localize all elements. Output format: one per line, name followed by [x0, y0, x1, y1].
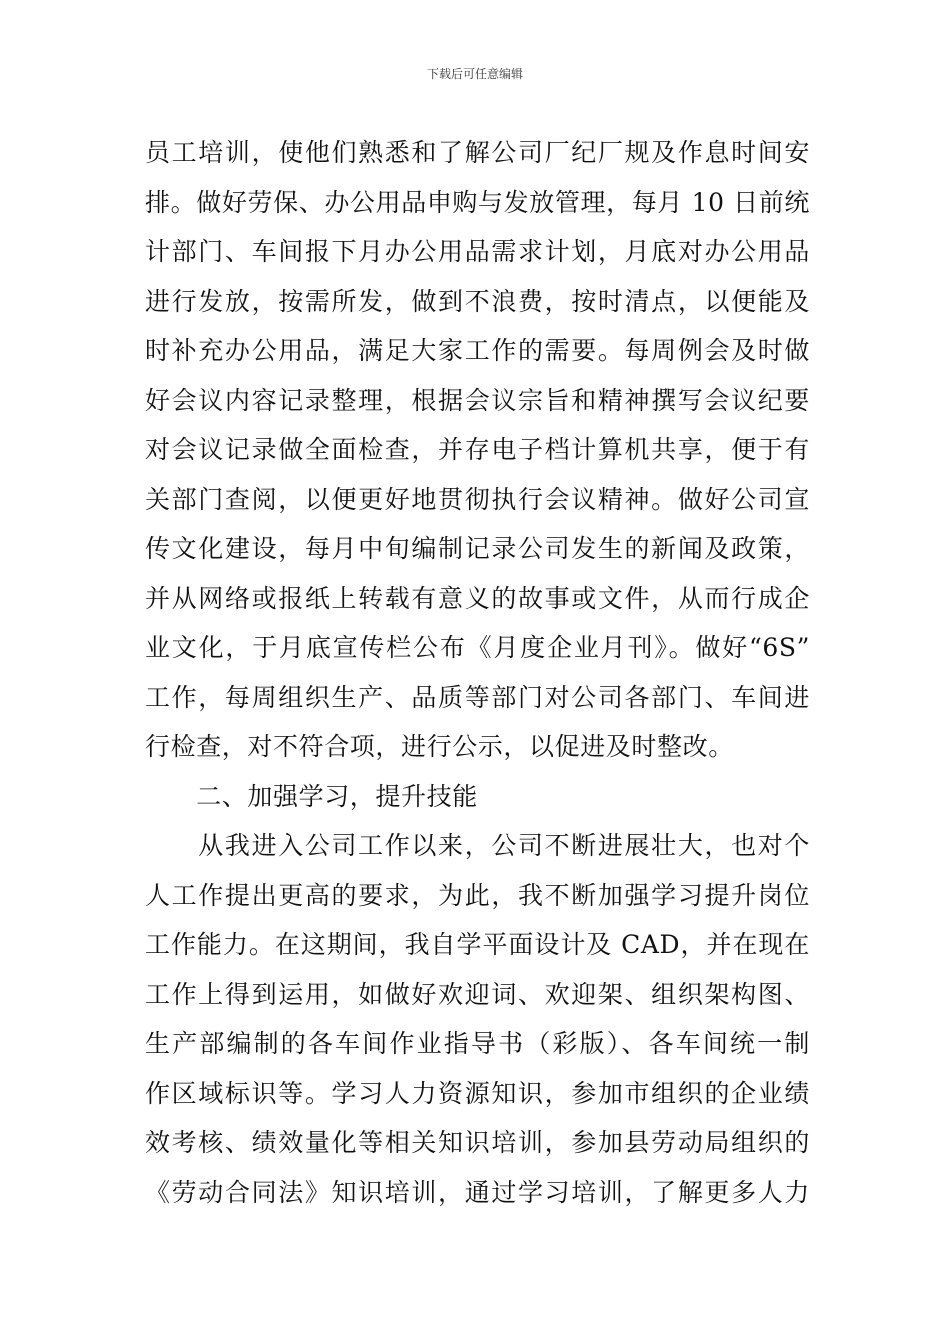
- document-body: [145, 128, 810, 1217]
- body-line: 计部门、车间报下月办公用品需求计划，月底对办公用品: [145, 237, 810, 266]
- body-line: 人工作提出更高的要求，为此，我不断加强学习提升岗位: [145, 880, 810, 910]
- body-line: 业文化，于月底宣传栏公布《月度企业月刊》。做好“6S”: [145, 633, 810, 662]
- body-line: 效考核、绩效量化等相关知识培训，参加县劳动局组织的: [145, 1128, 810, 1157]
- body-line: 工作，每周组织生产、品质等部门对公司各部门、车间进: [145, 682, 810, 712]
- body-line: 作区域标识等。学习人力资源知识，参加市组织的企业绩: [145, 1078, 810, 1108]
- body-line: 关部门查阅，以便更好地贯彻执行会议精神。做好公司宣: [145, 484, 810, 514]
- body-line: 时补充办公用品，满足大家工作的需要。每周例会及时做: [145, 336, 810, 365]
- body-line: 生产部编制的各车间作业指导书（彩版）、各车间统一制: [145, 1029, 810, 1058]
- page-header: 下载后可任意编辑: [426, 67, 523, 81]
- body-line: 好会议内容记录整理，根据会议宗旨和精神撰写会议纪要: [145, 385, 810, 415]
- body-line: 工作能力。在这期间，我自学平面设计及 CAD，并在现在: [145, 930, 810, 959]
- body-line: 员工培训，使他们熟悉和了解公司厂纪厂规及作息时间安: [145, 138, 810, 167]
- body-line: 对会议记录做全面检查，并存电子档计算机共享，便于有: [145, 435, 810, 464]
- body-line: 排。做好劳保、办公用品申购与发放管理，每月 10 日前统: [145, 187, 810, 217]
- body-line: 工作上得到运用，如做好欢迎词、欢迎架、组织架构图、: [145, 979, 810, 1009]
- body-line: 从我进入公司工作以来，公司不断进展壮大，也对个: [145, 831, 810, 860]
- section-heading: 二、加强学习，提升技能: [145, 781, 478, 811]
- body-line: 并从网络或报纸上转载有意义的故事或文件，从而行成企: [145, 583, 810, 613]
- body-line: 进行发放，按需所发，做到不浪费，按时清点，以便能及: [145, 286, 810, 316]
- body-line-paragraph-end: 行检查，对不符合项，进行公示，以促进及时整改。: [145, 732, 734, 761]
- body-line: 《劳动合同法》知识培训，通过学习培训，了解更多人力: [145, 1177, 810, 1207]
- body-line: 传文化建设，每月中旬编制记录公司发生的新闻及政策，: [145, 534, 810, 563]
